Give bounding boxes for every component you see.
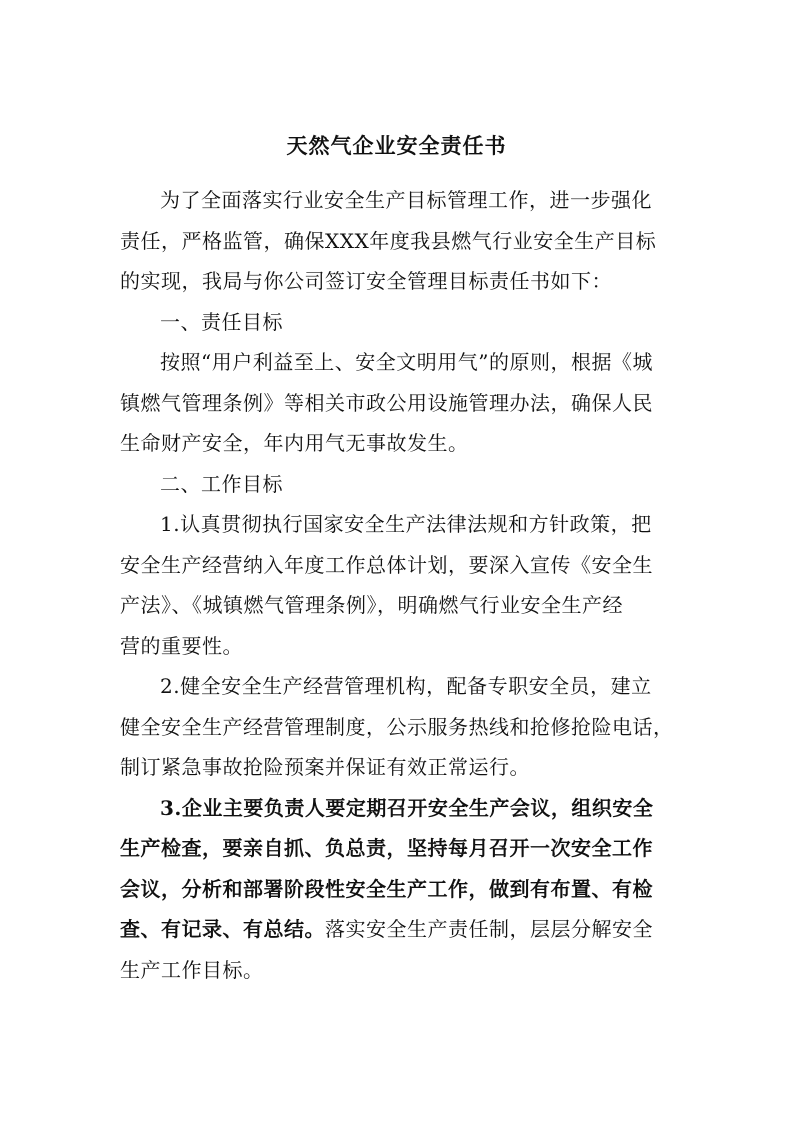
paragraph-line-bold [120, 828, 680, 869]
paragraph-line [120, 707, 680, 748]
line-text: 产法》、《城镇燃气管理条例》，明确燃气行业安全生产经 [120, 593, 623, 617]
paragraph-line [120, 747, 680, 788]
document-body [120, 180, 680, 990]
line-text: 3.企业主要负责人要定期召开安全生产会议，组织安全 [160, 795, 654, 820]
line-text: 1.认真贯彻执行国家安全生产法律法规和方针政策，把 [160, 512, 652, 536]
line-text: 责任，严格监管，确保XXX年度我县燃气行业安全生产目标 [120, 228, 657, 253]
paragraph-line-bold [120, 788, 680, 829]
line-text: 生产检查，要亲自抓、负总责，坚持每月召开一次安全工作 [120, 836, 653, 860]
paragraph-line [120, 221, 680, 262]
line-text: 生产工作目标。 [120, 957, 264, 982]
paragraph-line [120, 180, 680, 221]
paragraph-line [120, 504, 680, 545]
line-text: 安全生产经营纳入年度工作总体计划，要深入宣传《安全生 [120, 552, 653, 577]
paragraph-line [120, 545, 680, 586]
line-text: 2.健全安全生产经营管理机构，配备专职安全员，建立 [160, 674, 652, 698]
line-text: 制订紧急事故抢险预案并保证有效正常运行。 [120, 755, 530, 779]
line-text: 营的重要性。 [120, 633, 243, 658]
paragraph-line [120, 626, 680, 667]
section-heading [120, 302, 680, 343]
line-text: 镇燃气管理条例》等相关市政公用设施管理办法，确保人民 [120, 390, 653, 415]
line-text: 生命财产安全，年内用气无事故发生。 [120, 431, 469, 455]
paragraph-line-bold [120, 869, 680, 910]
paragraph-line-mixed [120, 909, 680, 950]
line-text: 会议，分析和部署阶段性安全生产工作，做到有布置、有检 [120, 876, 653, 901]
line-text: 的实现，我局与你公司签订安全管理目标责任书如下： [120, 269, 612, 293]
paragraph-line [120, 383, 680, 424]
paragraph-line [120, 423, 680, 464]
line-text: 健全安全生产经营管理制度，公示服务热线和抢修抢险电话， [120, 714, 674, 739]
paragraph-line [120, 950, 680, 991]
paragraph-line [120, 585, 680, 626]
paragraph-line [120, 261, 680, 302]
line-text: 为了全面落实行业安全生产目标管理工作，进一步强化 [160, 188, 652, 212]
line-text: 落实安全生产责任制，层层分解安全 [325, 917, 653, 941]
section-heading [120, 464, 680, 505]
document-title: 天然气企业安全责任书 [286, 133, 507, 158]
line-text: 二、工作目标 [160, 471, 283, 496]
paragraph-line [120, 666, 680, 707]
paragraph-line [120, 342, 680, 383]
line-text: 按照“用户利益至上、安全文明用气”的原则，根据《城 [160, 350, 653, 374]
line-text-bold: 查、有记录、有总结。 [120, 917, 325, 941]
line-text: 一、责任目标 [160, 309, 283, 334]
